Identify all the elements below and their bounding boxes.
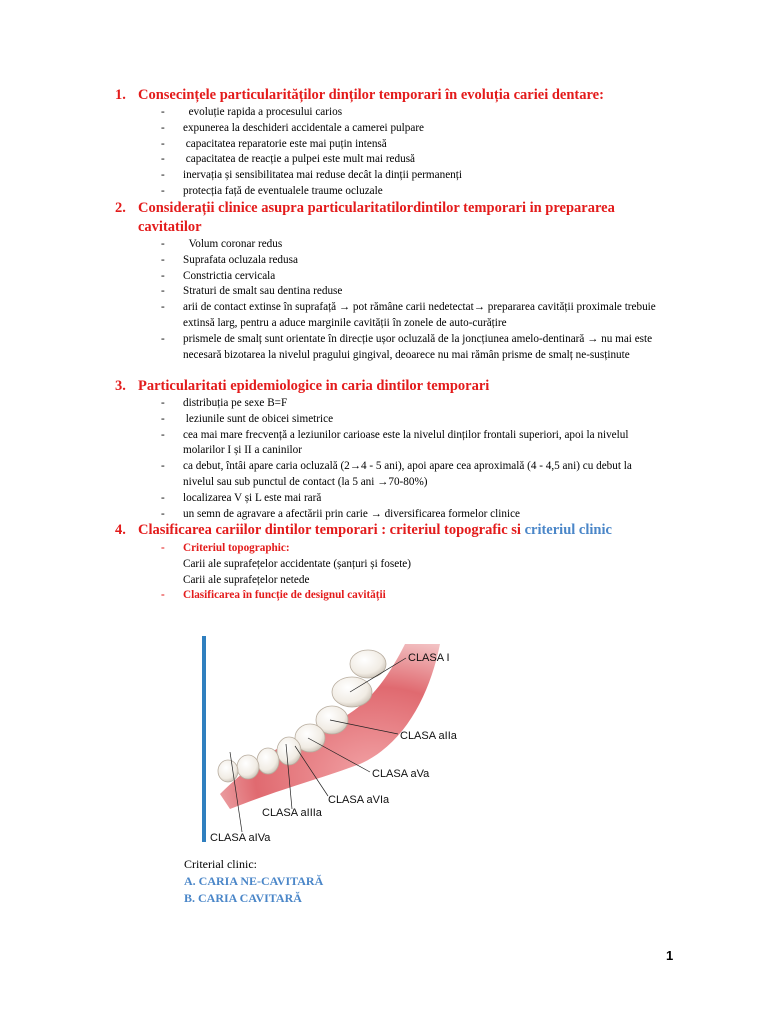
- section-number: 4.: [115, 522, 126, 538]
- clinical-criterion-label: Criterial clinic:: [184, 857, 257, 871]
- label-clasa-aiiia: CLASA aIIIa: [262, 807, 322, 819]
- section-1-list: [115, 105, 660, 200]
- section-4-list: [115, 541, 660, 557]
- section-number: 1.: [115, 87, 126, 103]
- section-title: Particularitati epidemiologice in caria dintilor temporari: [138, 378, 490, 394]
- figure-blue-bar: [202, 636, 206, 842]
- dental-arch-illustration: [200, 634, 478, 846]
- list-item: - un semn de agravare a afectării prin carie → diversificarea formelor clinice: [161, 507, 520, 520]
- list-item: - Straturi de smalt sau dentina reduse: [161, 285, 343, 298]
- list-item: - prismele de smalț sunt orientate în direcție ușor ocluzală de la joncțiunea amelo-dentinară → nu mai este necesară bizotarea la nivelul pragului gingival, deoarece nu mai rămân prisme de smalț ne-susținute: [161, 332, 653, 361]
- clinical-class-b: B. CARIA CAVITARĂ: [184, 891, 302, 905]
- label-clasa-aiva: CLASA aIVa: [210, 832, 271, 844]
- section-2-list: [115, 237, 660, 363]
- section-title: Clasificarea cariilor dintilor temporari : criteriul topografic si: [138, 522, 521, 538]
- section-2-heading: [115, 199, 660, 237]
- section-4-heading: [115, 521, 660, 540]
- clinical-criterion: [184, 856, 323, 907]
- list-item: - arii de contact extinse în suprafață → pot rămâne carii nedetectat→ prepararea cavității proximale trebuie extinsă larg, pentru a aduce marginile cavității în zonele de auto-curățire: [161, 301, 656, 329]
- page-number: 1: [666, 948, 674, 963]
- label-clasa-avia: CLASA aVIa: [328, 794, 390, 806]
- list-item: - leziunile sunt de obicei simetrice: [161, 412, 334, 425]
- section-title-highlight: criteriul clinic: [524, 522, 612, 538]
- list-item: - protecția față de eventualele traume ocluzale: [161, 184, 383, 197]
- section-1: [115, 86, 660, 200]
- list-item: - Volum coronar redus: [161, 238, 283, 250]
- section-2: [115, 199, 660, 363]
- list-item: - Suprafata ocluzala redusa: [161, 253, 298, 266]
- label-clasa-ava: CLASA aVa: [372, 768, 430, 780]
- topographic-line: Carii ale suprafețelor netede: [183, 573, 310, 586]
- section-title: Considerații clinice asupra particularitatilordintilor temporari in prepararea cavitatilor: [138, 200, 615, 235]
- sub-heading-topographic: - Criteriul topographic:: [161, 542, 290, 554]
- clinical-class-a: A. CARIA NE-CAVITARĂ: [184, 874, 324, 888]
- section-title: Consecințele particularităților dinților temporari în evoluția cariei dentare:: [138, 87, 604, 103]
- list-item: - ca debut, întâi apare caria ocluzală (2→4 - 5 ani), apoi apare cea aproximală (4 - 4,5 ani) cu debut la nivelul sau sub punctul de contact (la 5 ani →70-80%): [161, 460, 632, 488]
- sub-heading-design: - Clasificarea în funcție de designul cavității: [161, 589, 386, 602]
- list-item: - inervația și sensibilitatea mai reduse decât la dinții permanenți: [161, 169, 462, 182]
- section-3: [115, 377, 660, 522]
- list-item: - distribuția pe sexe B=F: [161, 397, 288, 409]
- list-item: - capacitatea de reacție a pulpei este mult mai redusă: [161, 153, 416, 166]
- section-1-heading: [115, 86, 660, 105]
- list-item: - evoluție rapida a procesului carios: [161, 106, 343, 118]
- list-item: - Constrictia cervicala: [161, 269, 276, 282]
- list-item: - expunerea la deschideri accidentale a camerei pulpare: [161, 121, 425, 134]
- section-number: 2.: [115, 200, 126, 216]
- topographic-line: Carii ale suprafețelor accidentate (șanțuri și fosete): [183, 557, 411, 570]
- list-item: - cea mai mare frecvență a leziunilor carioase este la nivelul dinților frontali superiori, apoi la nivelul molarilor I și II a caninilor: [161, 428, 629, 457]
- dental-arch-figure: [200, 634, 478, 846]
- label-clasa-aiia: CLASA aIIa: [400, 730, 457, 742]
- label-clasa-i: CLASA I: [408, 652, 450, 664]
- section-3-heading: [115, 377, 660, 396]
- section-4: [115, 521, 660, 604]
- list-item: - capacitatea reparatorie este mai puțin intensă: [161, 137, 387, 150]
- list-item: - localizarea V și L este mai rară: [161, 491, 322, 504]
- section-number: 3.: [115, 378, 126, 394]
- section-3-list: [115, 396, 660, 522]
